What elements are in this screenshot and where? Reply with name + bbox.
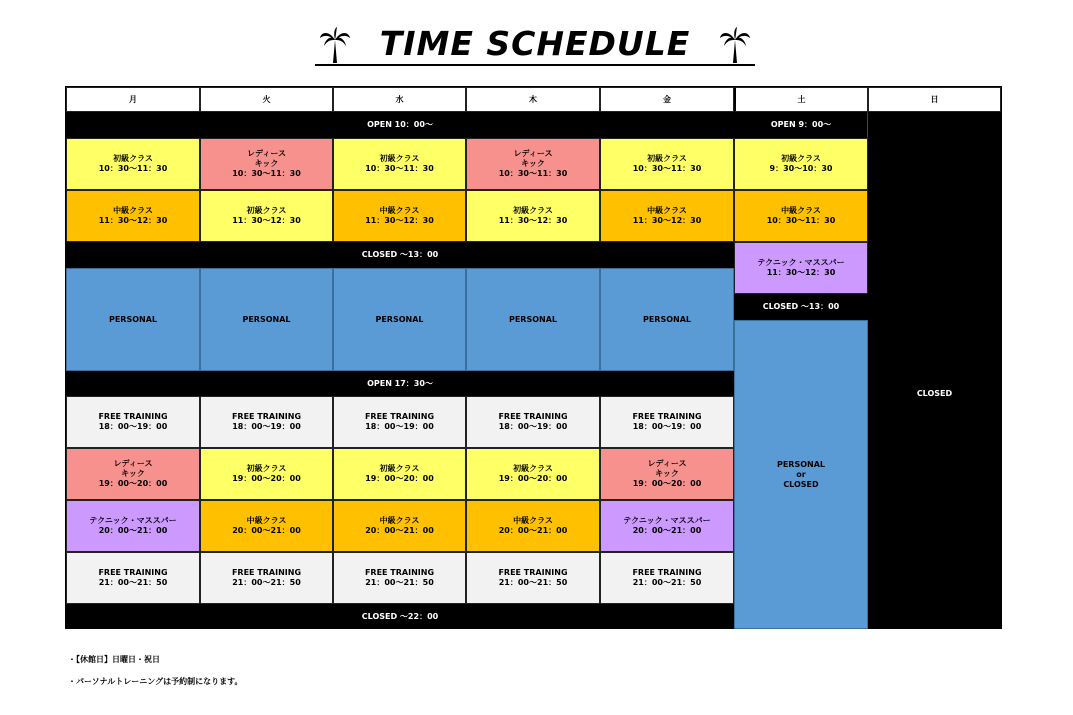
class-cell	[200, 448, 333, 500]
class-name: 中級クラス	[379, 206, 420, 215]
class-name: FREE TRAINING	[364, 568, 435, 577]
class-cell	[66, 448, 200, 500]
closed-band-saturday: CLOSED ～13：00	[734, 294, 868, 320]
class-name: 初級クラス	[647, 154, 687, 163]
class-name: FREE TRAINING	[98, 412, 168, 421]
class-cell	[66, 552, 200, 604]
class-time: 21：00～21：50	[232, 578, 301, 587]
class-time: 20：00～21：00	[98, 526, 168, 535]
personal-cell: PERSONAL	[66, 268, 200, 371]
day-header-sat: 土	[734, 87, 868, 112]
class-cell	[200, 500, 333, 552]
class-time: 18：00～19：00	[365, 422, 434, 431]
class-name: 中級クラス	[379, 516, 420, 525]
class-name: 初級クラス	[379, 464, 420, 473]
personal-cell: PERSONAL	[200, 268, 333, 371]
class-time: 18：00～19：00	[632, 422, 702, 431]
open-band-evening: OPEN 17：30～	[66, 371, 734, 396]
class-cell-saturday	[734, 190, 868, 242]
personal-note: ・パーソナルトレーニングは予約制になります。	[68, 677, 243, 686]
class-cell	[333, 190, 466, 242]
cell-label: CLOSED	[916, 388, 953, 398]
class-name: 初級クラス	[781, 154, 821, 163]
class-cell	[600, 500, 734, 552]
personal-cell: PERSONAL	[333, 268, 466, 371]
class-cell	[600, 190, 734, 242]
class-name: 中級クラス	[113, 206, 153, 215]
class-cell	[466, 500, 600, 552]
class-name: レディース キック	[513, 149, 553, 168]
day-header-mon: 月	[66, 87, 200, 112]
class-time: 19：00～20：00	[365, 474, 434, 483]
class-time: 20：00～21：00	[232, 526, 301, 535]
class-time: 11：30～12：30	[498, 216, 568, 225]
day-header-tue: 火	[200, 87, 333, 112]
class-cell	[333, 500, 466, 552]
class-time: 19：00～20：00	[232, 474, 301, 483]
class-cell-saturday	[734, 138, 868, 190]
class-name: FREE TRAINING	[98, 568, 168, 577]
class-time: 20：00～21：00	[632, 526, 702, 535]
schedule-title	[315, 22, 755, 66]
class-name: テクニック・マススパー	[757, 258, 845, 267]
class-name: テクニック・マススパー	[89, 516, 177, 525]
class-time: 21：00～21：50	[632, 578, 702, 587]
class-cell	[66, 138, 200, 190]
class-name: 初級クラス	[113, 154, 153, 163]
class-cell	[200, 396, 333, 448]
class-time: 21：00～21：50	[498, 578, 568, 587]
class-name: 中級クラス	[781, 206, 821, 215]
palm-tree-icon	[319, 26, 351, 64]
personal-or-closed-cell	[734, 320, 868, 629]
class-cell	[333, 448, 466, 500]
class-name: 中級クラス	[647, 206, 687, 215]
class-time: 20：00～21：00	[498, 526, 568, 535]
personal-cell: PERSONAL	[466, 268, 600, 371]
open-band-weekday: OPEN 10：00～	[66, 112, 734, 138]
class-time: 11：30～12：30	[98, 216, 168, 225]
class-cell	[333, 552, 466, 604]
day-header-fri: 金	[600, 87, 734, 112]
class-cell	[600, 448, 734, 500]
class-time: 9：30～10：30	[769, 164, 833, 173]
class-time: 11：30～12：30	[766, 268, 836, 277]
cell-label: CLOSED	[783, 479, 819, 489]
class-time: 11：30～12：30	[632, 216, 702, 225]
class-name: FREE TRAINING	[498, 412, 568, 421]
personal-cell: PERSONAL	[600, 268, 734, 371]
class-name: 初級クラス	[246, 206, 287, 215]
class-name: FREE TRAINING	[632, 568, 702, 577]
class-cell	[466, 190, 600, 242]
day-header-wed: 水	[333, 87, 466, 112]
class-name: レディース キック	[647, 459, 687, 478]
open-band-saturday: OPEN 9：00～	[734, 112, 868, 138]
day-header-thu: 木	[466, 87, 600, 112]
class-name: 初級クラス	[513, 464, 553, 473]
class-cell	[66, 396, 200, 448]
class-time: 10：30～11：30	[498, 169, 568, 178]
class-name: レディース キック	[113, 459, 153, 478]
class-cell	[600, 138, 734, 190]
class-name: FREE TRAINING	[231, 568, 302, 577]
class-name: 初級クラス	[379, 154, 420, 163]
class-name: FREE TRAINING	[498, 568, 568, 577]
class-cell	[600, 396, 734, 448]
cell-label: or	[796, 469, 806, 479]
class-time: 10：30～11：30	[365, 164, 434, 173]
class-time: 10：30～11：30	[98, 164, 168, 173]
class-time: 19：00～20：00	[98, 479, 168, 488]
class-cell	[200, 552, 333, 604]
class-time: 11：30～12：30	[232, 216, 301, 225]
palm-tree-icon	[719, 26, 751, 64]
class-time: 10：30～11：30	[766, 216, 836, 225]
class-cell	[333, 138, 466, 190]
class-time: 20：00～21：00	[365, 526, 434, 535]
class-cell	[333, 396, 466, 448]
class-time: 19：00～20：00	[498, 474, 568, 483]
class-time: 19：00～20：00	[632, 479, 702, 488]
class-time: 11：30～12：30	[365, 216, 434, 225]
schedule-table	[65, 86, 1002, 629]
closed-band-noon: CLOSED ～13：00	[66, 242, 734, 268]
class-cell	[466, 552, 600, 604]
class-time: 10：30～11：30	[232, 169, 301, 178]
class-name: FREE TRAINING	[632, 412, 702, 421]
class-cell	[66, 190, 200, 242]
class-name: FREE TRAINING	[364, 412, 435, 421]
class-name: 初級クラス	[246, 464, 287, 473]
class-cell-saturday	[734, 242, 868, 294]
class-name: 中級クラス	[246, 516, 287, 525]
class-name: テクニック・マススパー	[623, 516, 711, 525]
class-name: 初級クラス	[513, 206, 553, 215]
class-cell	[200, 138, 333, 190]
class-time: 21：00～21：50	[98, 578, 168, 587]
class-time: 18：00～19：00	[232, 422, 301, 431]
title-underline	[315, 64, 755, 66]
sunday-closed-cell	[868, 112, 1001, 629]
cell-label: PERSONAL	[776, 459, 826, 469]
class-time: 18：00～19：00	[498, 422, 568, 431]
holiday-note: ・【休館日】日曜日・祝日	[68, 655, 160, 664]
class-cell	[466, 396, 600, 448]
class-cell	[200, 190, 333, 242]
class-cell	[600, 552, 734, 604]
class-name: FREE TRAINING	[231, 412, 302, 421]
class-time: 10：30～11：30	[632, 164, 702, 173]
class-time: 18：00～19：00	[98, 422, 168, 431]
class-cell	[66, 500, 200, 552]
class-cell	[466, 448, 600, 500]
class-name: 中級クラス	[513, 516, 553, 525]
title-text: TIME SCHEDULE	[379, 24, 691, 63]
class-time: 21：00～21：50	[365, 578, 434, 587]
closed-band-night: CLOSED ～22：00	[66, 604, 734, 629]
day-header-sun: 日	[868, 87, 1001, 112]
class-cell	[466, 138, 600, 190]
class-name: レディース キック	[247, 149, 286, 168]
